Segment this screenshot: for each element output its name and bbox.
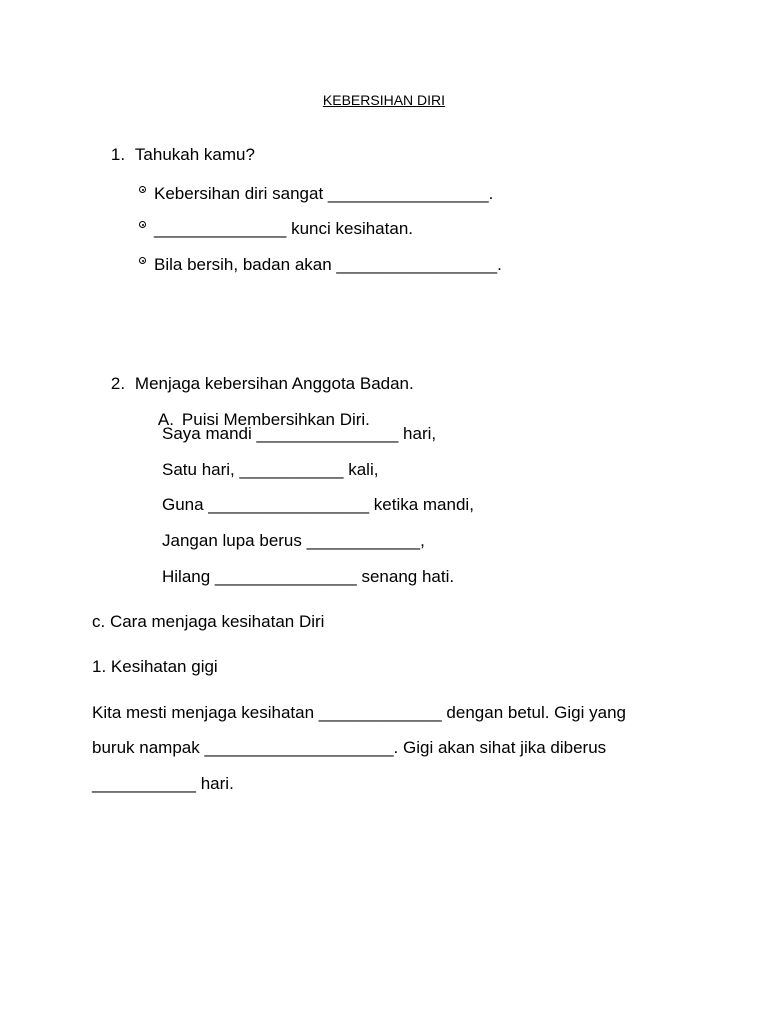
document-title: KEBERSIHAN DIRI (322, 92, 446, 108)
poem-line-2: Satu hari, ___________ kali, (162, 460, 379, 479)
poem-line-4: Jangan lupa berus ____________, (162, 531, 425, 550)
poem-line-5: Hilang _______________ senang hati. (162, 567, 455, 586)
bullet-icon (139, 221, 146, 228)
paragraph-line-1: Kita mesti menjaga kesihatan _____________ dengan betul. Gigi yang (92, 703, 626, 722)
bullet-icon (139, 257, 146, 264)
section1-number: 1. (110, 145, 126, 164)
paragraph-line-3: ___________ hari. (92, 774, 234, 793)
subsection-a-heading: Puisi Membersihkan Diri. (181, 410, 370, 429)
section1-bullet-2: ______________ kunci kesihatan. (154, 219, 413, 238)
section1-heading-line (92, 122, 255, 188)
section2-heading: Menjaga kebersihan Anggota Badan. (134, 374, 414, 393)
section2-number: 2. (110, 374, 126, 393)
paragraph-line-2: buruk nampak ____________________. Gigi akan sihat jika diberus (92, 738, 607, 757)
section1-bullet-1: Kebersihan diri sangat _________________. (154, 184, 494, 203)
poem-line-1: Saya mandi _______________ hari, (162, 424, 437, 443)
section-c-sub1-heading: 1. Kesihatan gigi (92, 657, 218, 676)
section-c-heading: c. Cara menjaga kesihatan Diri (92, 612, 325, 631)
bullet-icon (139, 186, 146, 193)
poem-line-3: Guna _________________ ketika mandi, (162, 495, 474, 514)
subsection-a-label: A. (157, 410, 174, 429)
section1-bullet-3: Bila bersih, badan akan _________________. (154, 255, 502, 274)
section1-heading: Tahukah kamu? (134, 145, 255, 164)
